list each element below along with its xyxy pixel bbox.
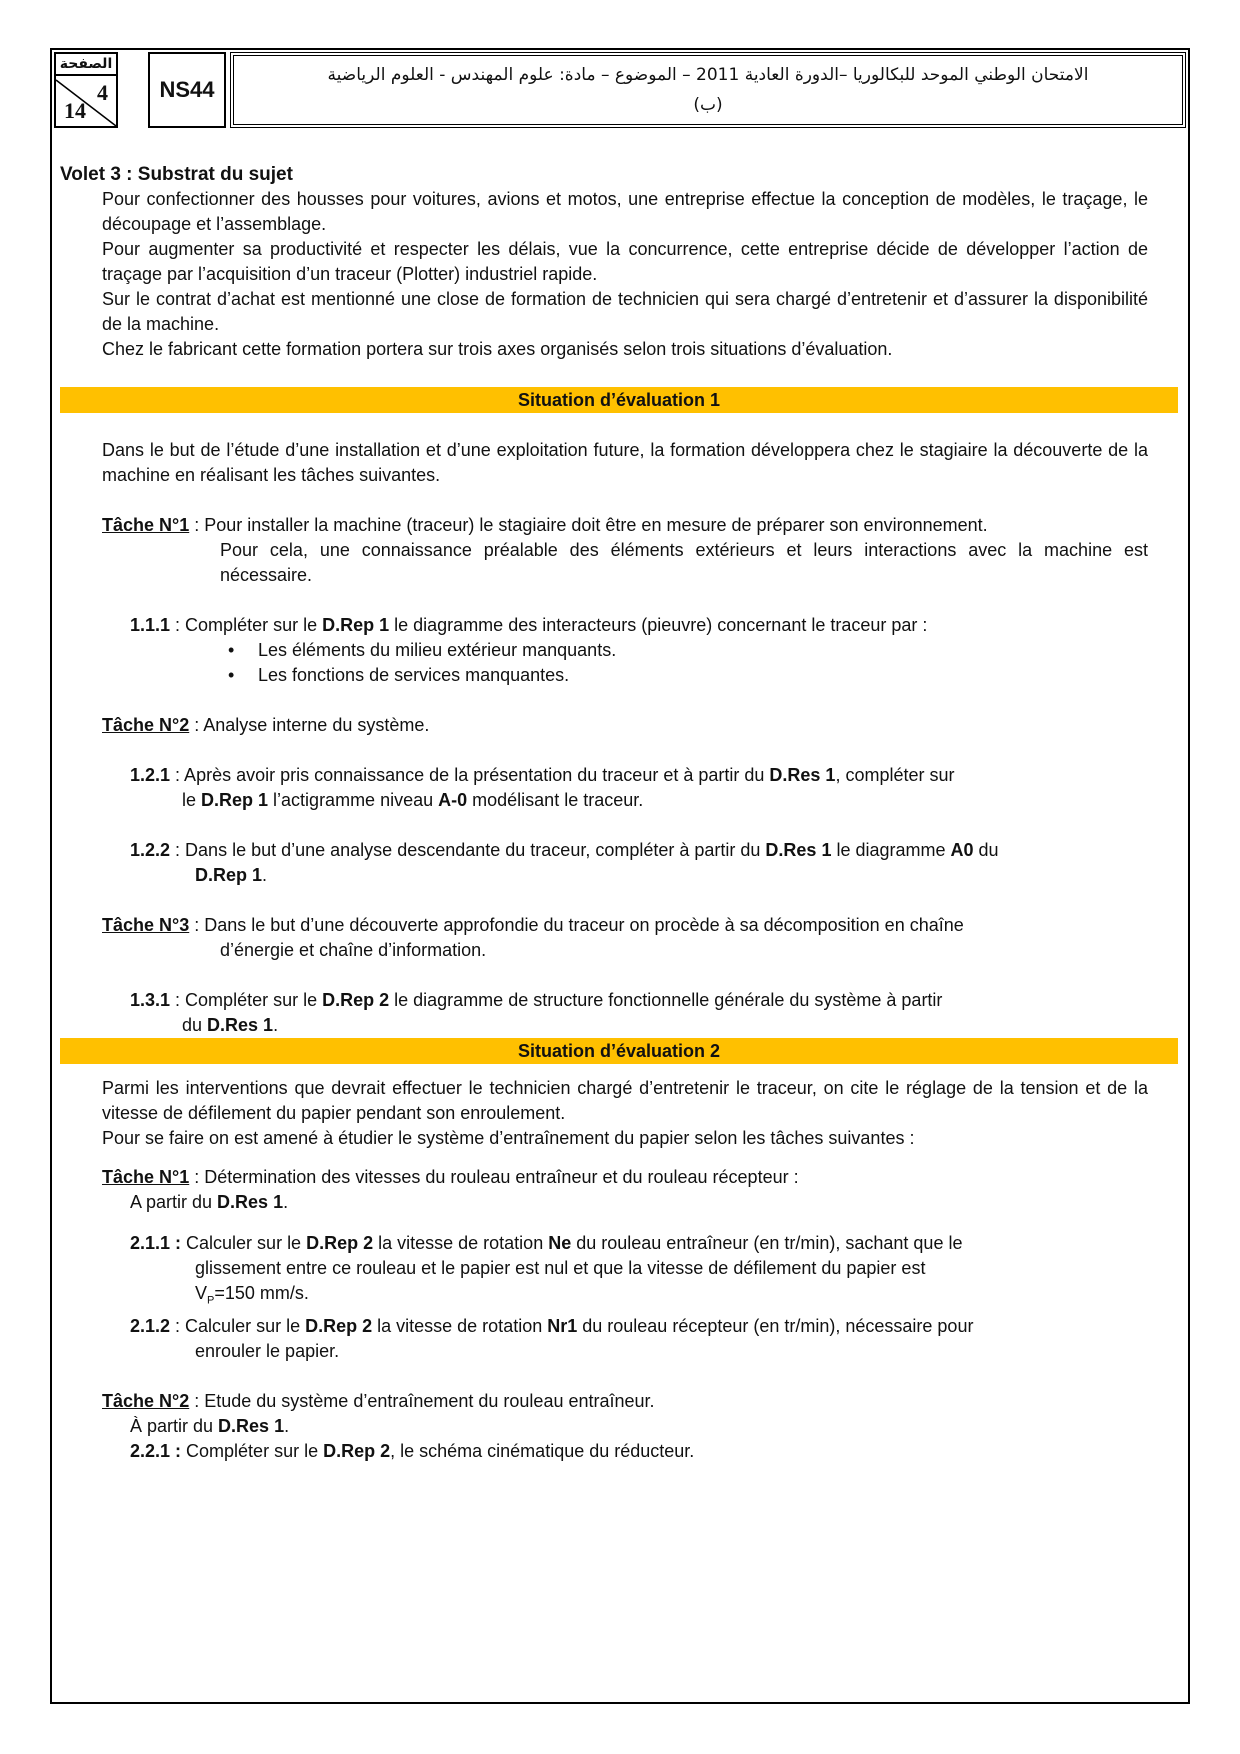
question-2-1-2: 2.1.2 : Calculer sur le D.Rep 2 la vitesse de rotation Nr1 du rouleau récepteur (en tr/min), nécessaire pour: [130, 1315, 974, 1336]
s2-task-1: [102, 1165, 1148, 1190]
question-1-3-1-continuation: du D.Res 1.: [182, 1015, 279, 1035]
volet-paragraph-4: Chez le fabricant cette formation portera sur trois axes organisés selon trois situations d’évaluation.: [102, 339, 893, 359]
question-2-1-1-value: $V_P=150$ mm/s.: [195, 1283, 309, 1307]
task-text: : Détermination des vitesses du rouleau entraîneur et du rouleau récepteur :: [189, 1167, 799, 1187]
exam-title-line2: (ب): [693, 95, 723, 115]
question-2-1-2-continuation: enrouler le papier.: [195, 1340, 340, 1361]
task-text: : Pour installer la machine (traceur) le stagiaire doit être en mesure de préparer son environnement.: [189, 515, 988, 535]
s1-task-3-continuation: d’énergie et chaîne d’information.: [220, 940, 487, 960]
s2-task-2-source: À partir du D.Res 1.: [130, 1415, 290, 1436]
question-2-1-1: 2.1.1 : Calculer sur le D.Rep 2 la vitesse de rotation Ne du rouleau entraîneur (en tr/min), sachant que le: [130, 1233, 963, 1253]
situation-1-banner: Situation d’évaluation 1: [60, 387, 1178, 413]
volet-paragraph-1: Pour confectionner des housses pour voitures, avions et motos, une entreprise effectue la conception de modèles, le traçage, le découpage et l’assemblage.: [102, 189, 1148, 234]
task-label: Tâche N°2: [102, 1390, 190, 1411]
exam-code: NS44: [148, 52, 226, 128]
exam-title-line1: الامتحان الوطني الموحد للبكالوريا –الدورة العادية 2011 – الموضوع – مادة: علوم المهندس - العلوم الرياضية: [327, 65, 1089, 85]
volet-paragraph-3: Sur le contrat d’achat est mentionné une close de formation de technicien qui sera chargé d’entretenir et d’assurer la disponibilité de la machine.: [102, 289, 1148, 334]
exam-page: [50, 48, 1190, 1704]
task-label: Tâche N°1: [102, 1167, 190, 1187]
page-label: الصفحة: [56, 54, 116, 76]
bullet-item: • Les éléments du milieu extérieur manquants.: [228, 638, 1180, 663]
page-total: 14: [64, 98, 86, 123]
situation-2-banner: Situation d’évaluation 2: [60, 1038, 1178, 1064]
s2-task-2: [102, 1389, 1148, 1414]
situation-1-intro: Dans le but de l’étude d’une installation et d’une exploitation future, la formation développera chez le stagiaire la découverte de la machine en réalisant les tâches suivantes.: [102, 440, 1148, 485]
page-current: 4: [97, 80, 108, 105]
task-label: Tâche N°2: [102, 715, 190, 735]
task-label: Tâche N°1: [102, 515, 190, 535]
page-content: [60, 162, 1180, 1464]
task-label: Tâche N°3: [102, 915, 190, 935]
question-1-1-1: 1.1.1 : Compléter sur le D.Rep 1 le diagramme des interacteurs (pieuvre) concernant le traceur par :: [130, 615, 928, 635]
situation-2-paragraph-2: Pour se faire on est amené à étudier le système d’entraînement du papier selon les tâches suivantes :: [102, 1128, 915, 1148]
s1-task-1-continuation: Pour cela, une connaissance préalable des éléments extérieurs et leurs interactions avec la machine est nécessaire.: [220, 540, 1148, 585]
s1-task-2: [102, 713, 1148, 738]
question-1-2-2-continuation: D.Rep 1.: [195, 865, 268, 885]
volet-title: Volet 3 : Substrat du sujet: [60, 164, 293, 185]
question-2-2-1: 2.2.1 : Compléter sur le D.Rep 2, le schéma cinématique du réducteur.: [130, 1440, 695, 1461]
question-1-2-2: 1.2.2 : Dans le but d’une analyse descendante du traceur, compléter à partir du D.Res 1 le diagramme A0 du: [130, 840, 999, 860]
s1-task-1: [102, 513, 1148, 538]
bullet-item: • Les fonctions de services manquantes.: [228, 663, 1180, 688]
question-2-1-1-continuation: glissement entre ce rouleau et le papier est nul et que la vitesse de défilement du papier est: [195, 1258, 926, 1278]
task-text: : Dans le but d’une découverte approfondie du traceur on procède à sa décomposition en chaîne: [189, 915, 964, 935]
page-number-box: [54, 52, 118, 128]
question-1-3-1: 1.3.1 : Compléter sur le D.Rep 2 le diagramme de structure fonctionnelle générale du système à partir: [130, 990, 943, 1010]
exam-title: [230, 52, 1186, 128]
s2-task-1-source: A partir du D.Res 1.: [130, 1192, 289, 1212]
s1-task-3: [102, 913, 1148, 938]
task-text: : Analyse interne du système.: [189, 715, 430, 735]
situation-2-paragraph-1: Parmi les interventions que devrait effectuer le technicien chargé d’entretenir le traceur, on cite le réglage de la tension et de la vitesse de défilement du papier pendant son enroulement.: [102, 1078, 1148, 1123]
question-1-2-1: 1.2.1 : Après avoir pris connaissance de la présentation du traceur et à partir du D.Res 1, compléter sur: [130, 765, 955, 785]
question-1-2-1-continuation: le D.Rep 1 l’actigramme niveau A-0 modélisant le traceur.: [182, 790, 644, 810]
volet-paragraph-2: Pour augmenter sa productivité et respecter les délais, vue la concurrence, cette entreprise décide de développer l’action de traçage par l’acquisition d’un traceur (Plotter) industriel rapide.: [102, 239, 1148, 284]
task-text: : Etude du système d’entraînement du rouleau entraîneur.: [189, 1390, 655, 1411]
page-header: [52, 50, 1188, 132]
